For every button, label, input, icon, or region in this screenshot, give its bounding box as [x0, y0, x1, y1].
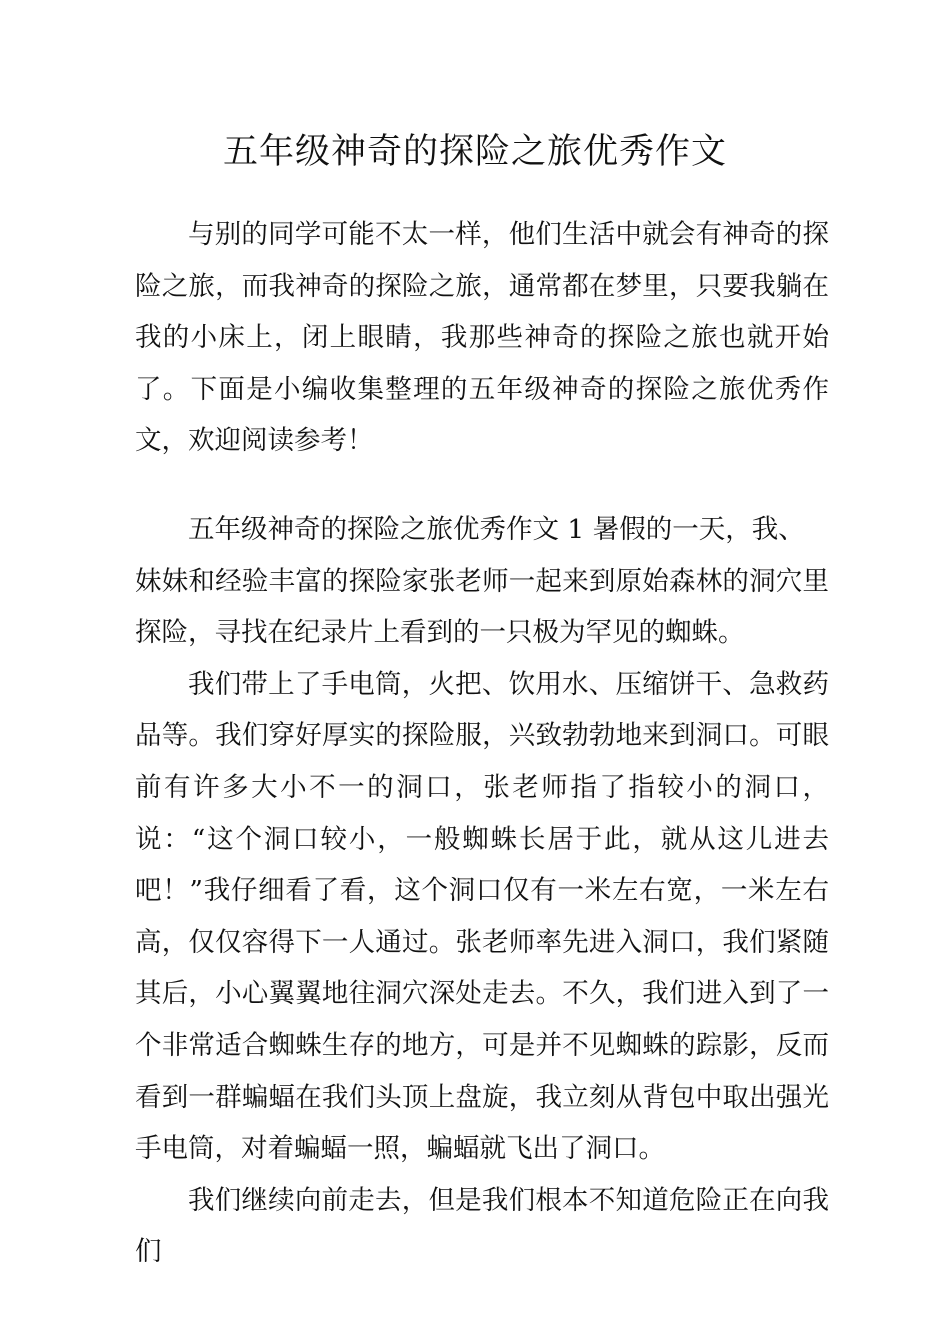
document-title: 五年级神奇的探险之旅优秀作文: [222, 132, 727, 172]
essay-paragraph-1: 妹妹和经验丰富的探险家张老师一起来到原始森林的洞穴里探险，寻找在纪录片上看到的一只极为罕见的蜘蛛。: [135, 565, 829, 649]
essay-paragraph-3: 我们继续向前走去，但是我们根本不知道危险正在向我们: [135, 1184, 829, 1268]
intro-paragraph: 与别的同学可能不太一样，他们生活中就会有神奇的探险之旅，而我神奇的探险之旅，通常都在梦里，只要我躺在我的小床上，闭上眼睛，我那些神奇的探险之旅也就开始了。下面是小编收集整理的五年级神奇的探险之旅优秀作文，欢迎阅读参考！: [135, 219, 829, 457]
essay-heading-line: 五年级神奇的探险之旅优秀作文 1 暑假的一天，我、: [188, 514, 805, 545]
essay-paragraph-2: 我们带上了手电筒，火把、饮用水、压缩饼干、急救药品等。我们穿好厚实的探险服，兴致勃勃地来到洞口。可眼前有许多大小不一的洞口，张老师指了指较小的洞口，说：“这个洞口较小，一般蜘蛛长居于此，就从这儿进去吧！”我仔细看了看，这个洞口仅有一米左右宽，一米左右高，仅仅容得下一人通过。张老师率先进入洞口，我们紧随其后，小心翼翼地往洞穴深处走去。不久，我们进入到了一个非常适合蜘蛛生存的地方，可是并不见蜘蛛的踪影，反而看到一群蝙蝠在我们头顶上盘旋，我立刻从背包中取出强光手电筒，对着蝙蝠一照，蝙蝠就飞出了洞口。: [135, 668, 829, 1165]
essay-body: [135, 504, 829, 1278]
